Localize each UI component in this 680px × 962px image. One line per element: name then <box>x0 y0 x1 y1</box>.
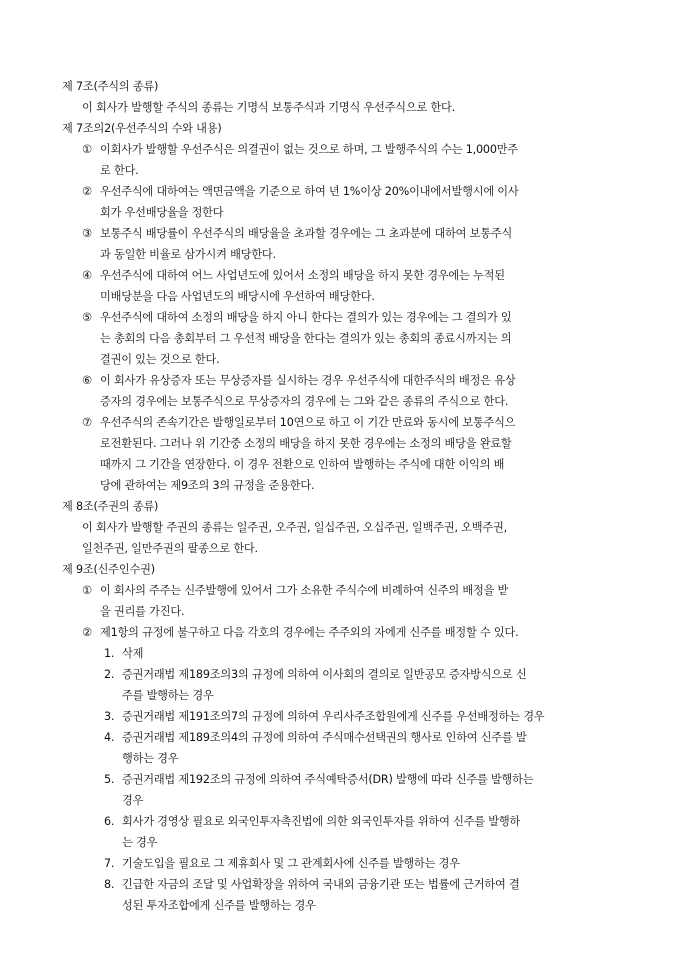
document-page <box>62 76 622 916</box>
article-9-subitem-3 <box>62 706 622 727</box>
article-7-2-item-5 <box>62 307 622 370</box>
subitem-number: 7. <box>104 857 115 870</box>
subitem-line: 는 경우 <box>122 836 158 849</box>
article-9-subitem-7 <box>62 853 622 874</box>
article-7-2-item-3 <box>62 223 622 265</box>
item-line: 로전환된다. 그러나 위 기간중 소정의 배당을 하지 못한 경우에는 소정의 배당을 완료할 <box>100 437 512 450</box>
article-9-subitem-5 <box>62 769 622 811</box>
article-7-heading: 제 7조(주식의 종류) <box>62 80 159 93</box>
subitem-line: 주를 발행하는 경우 <box>122 689 214 702</box>
item-line: 이 회사의 주주는 신주발행에 있어서 그가 소유한 주식수에 비례하여 신주의 배정을 받 <box>100 584 509 597</box>
article-7-2-item-6 <box>62 370 622 412</box>
item-line: 는 총회의 다음 총회부터 그 우선적 배당을 한다는 결의가 있는 총회의 종료시까지는 의 <box>100 332 512 345</box>
item-line: 증자의 경우에는 보통주식으로 무상증자의 경우에 는 그와 같은 종류의 주식으로 한다. <box>100 395 509 408</box>
item-line: 과 동일한 비율로 삼가시켜 배당한다. <box>100 248 276 261</box>
item-number: ① <box>82 584 92 597</box>
article-8-body-line: 이 회사가 발행할 주권의 종류는 일주권, 오주권, 일십주권, 오십주권, 일백주권, 오백주권, <box>82 521 507 534</box>
article-7-2-item-2 <box>62 181 622 223</box>
item-line: 로 한다. <box>100 164 139 177</box>
subitem-number: 6. <box>104 815 115 828</box>
subitem-number: 5. <box>104 773 115 786</box>
article-7-body: 이 회사가 발행할 주식의 종류는 기명식 보통주식과 기명식 우선주식으로 한다. <box>82 101 455 114</box>
item-number: ③ <box>82 227 92 240</box>
article-9-item-1 <box>62 580 622 622</box>
item-number: ⑦ <box>82 416 92 429</box>
item-line: 이 회사가 유상증자 또는 무상증자를 실시하는 경우 우선주식에 대한주식의 배정은 유상 <box>100 374 516 387</box>
item-line: 우선주식에 대하여 어느 사업년도에 있어서 소정의 배당을 하지 못한 경우에는 누적된 <box>100 269 505 282</box>
subitem-number: 4. <box>104 731 115 744</box>
subitem-line: 삭제 <box>122 647 144 660</box>
article-9-subitem-1 <box>62 643 622 664</box>
item-line: 이회사가 발행할 우선주식은 의결권이 없는 것으로 하며, 그 발행주식의 수는 1,000만주 <box>100 143 518 156</box>
item-line: 제1항의 규정에 불구하고 다음 각호의 경우에는 주주외의 자에게 신주를 배정할 수 있다. <box>100 626 519 639</box>
article-9-item-2 <box>62 622 622 643</box>
subitem-number: 3. <box>104 710 115 723</box>
item-line: 우선주식의 존속기간은 발행일로부터 10연으로 하고 이 기간 만료와 동시에 보통주식으 <box>100 416 516 429</box>
subitem-line: 회사가 경영상 필요로 외국인투자촉진법에 의한 외국인투자를 위하여 신주를 발행하 <box>122 815 521 828</box>
item-line: 때까지 그 기간을 연장한다. 이 경우 전환으로 인하여 발행하는 주식에 대한 이익의 배 <box>100 458 505 471</box>
item-line: 을 권리를 가진다. <box>100 605 185 618</box>
subitem-line: 증권거래법 제192조의 규정에 의하여 주식예탁증서(DR) 발행에 따라 신주를 발행하는 <box>122 773 534 786</box>
article-7-2-heading: 제 7조의2(우선주식의 수와 내용) <box>62 122 222 135</box>
item-number: ② <box>82 626 92 639</box>
subitem-line: 긴급한 자금의 조달 및 사업확장을 위하여 국내외 금융기관 또는 법률에 근거하여 결 <box>122 878 520 891</box>
item-number: ⑤ <box>82 311 92 324</box>
subitem-line: 행하는 경우 <box>122 752 179 765</box>
article-9-subitem-8 <box>62 874 622 916</box>
subitem-line: 기술도입을 필요로 그 제휴회사 및 그 관계회사에 신주를 발행하는 경우 <box>122 857 460 870</box>
item-number: ④ <box>82 269 92 282</box>
subitem-line: 경우 <box>122 794 144 807</box>
subitem-line: 증권거래법 제189조의4의 규정에 의하여 주식매수선택권의 행사로 인하여 신주를 발 <box>122 731 527 744</box>
article-8-heading: 제 8조(주권의 종류) <box>62 500 159 513</box>
item-line: 우선주식에 대하여 소정의 배당을 하지 아니 한다는 결의가 있는 경우에는 그 결의가 있 <box>100 311 512 324</box>
item-number: ② <box>82 185 92 198</box>
subitem-line: 증권거래법 제191조의7의 규정에 의하여 우리사주조합원에게 신주를 우선배정하는 경우 <box>122 710 545 723</box>
item-line: 미배당분을 다음 사업년도의 배당시에 우선하여 배당한다. <box>100 290 375 303</box>
subitem-line: 증권거래법 제189조의3의 규정에 의하여 이사회의 결의로 일반공모 증자방식으로 신 <box>122 668 527 681</box>
article-8-body-line: 일천주권, 일만주권의 팔종으로 한다. <box>82 542 258 555</box>
article-9-heading: 제 9조(신주인수권) <box>62 563 155 576</box>
article-7-2-item-1 <box>62 139 622 181</box>
item-line: 우선주식에 대하여는 액면금액을 기준으로 하여 년 1%이상 20%이내에서발행시에 이사 <box>100 185 519 198</box>
item-line: 당에 관하여는 제9조의 3의 규정을 준용한다. <box>100 479 315 492</box>
item-number: ① <box>82 143 92 156</box>
article-9-subitem-6 <box>62 811 622 853</box>
subitem-line: 성된 투자조합에게 신주를 발행하는 경우 <box>122 899 316 912</box>
article-9-subitem-4 <box>62 727 622 769</box>
subitem-number: 2. <box>104 668 115 681</box>
article-7-2-item-4 <box>62 265 622 307</box>
article-7-2-item-7 <box>62 412 622 496</box>
item-line: 회가 우선배당율을 정한다 <box>100 206 224 219</box>
item-line: 결권이 있는 것으로 한다. <box>100 353 220 366</box>
item-line: 보통주식 배당률이 우선주식의 배당율을 초과할 경우에는 그 초과분에 대하여 보통주식 <box>100 227 513 240</box>
article-9-subitem-2 <box>62 664 622 706</box>
subitem-number: 1. <box>104 647 115 660</box>
subitem-number: 8. <box>104 878 115 891</box>
item-number: ⑥ <box>82 374 92 387</box>
